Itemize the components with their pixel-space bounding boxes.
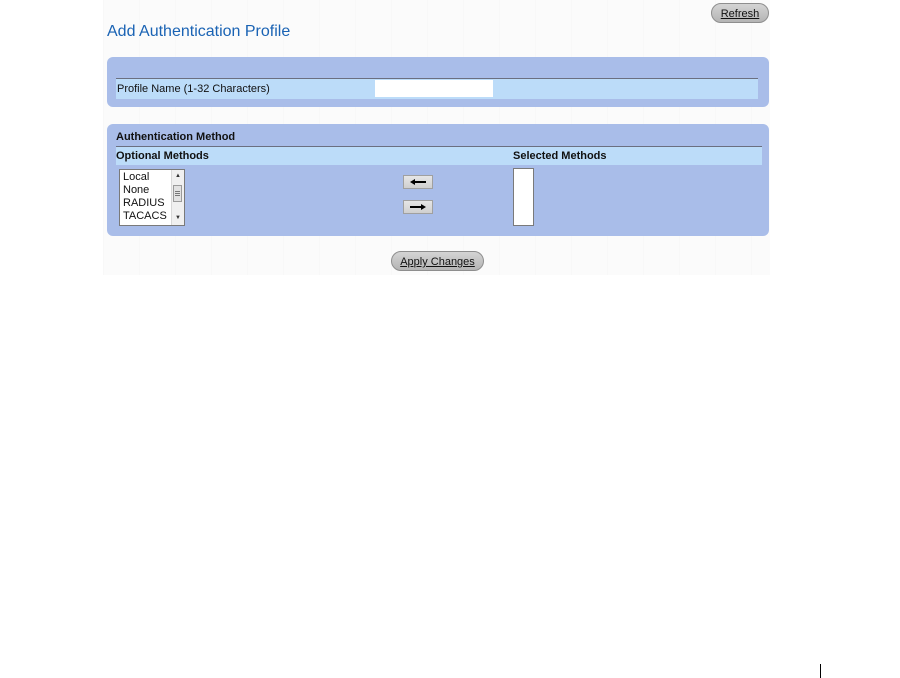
authentication-method-panel [107,124,769,236]
selected-methods-label: Selected Methods [513,150,607,162]
optional-methods-label: Optional Methods [116,150,209,162]
profile-name-row [116,79,758,99]
refresh-button[interactable]: Refresh [711,3,769,23]
profile-panel [107,57,769,107]
authentication-method-heading: Authentication Method [116,131,236,143]
apply-changes-button[interactable]: Apply Changes [391,251,484,271]
selected-methods-listbox[interactable] [513,168,534,226]
arrow-right-icon [410,204,426,210]
arrow-left-icon [410,179,426,185]
optional-methods-listbox[interactable] [119,169,185,226]
list-item[interactable]: None [123,184,150,196]
list-item[interactable]: RADIUS [123,197,165,209]
profile-name-label: Profile Name (1-32 Characters) [117,83,270,95]
listbox-scrollbar[interactable] [171,170,184,225]
scroll-thumb[interactable] [173,185,182,202]
page-title: Add Authentication Profile [107,23,291,40]
list-item[interactable]: TACACS [123,210,167,222]
scroll-up-icon[interactable]: ▲ [175,173,181,179]
profile-name-input[interactable] [375,80,493,97]
move-left-button[interactable] [403,175,433,189]
move-right-button[interactable] [403,200,433,214]
methods-header-row [116,146,762,165]
list-item[interactable]: Local [123,171,150,183]
divider [820,664,821,678]
scroll-down-icon[interactable]: ▼ [175,215,181,221]
